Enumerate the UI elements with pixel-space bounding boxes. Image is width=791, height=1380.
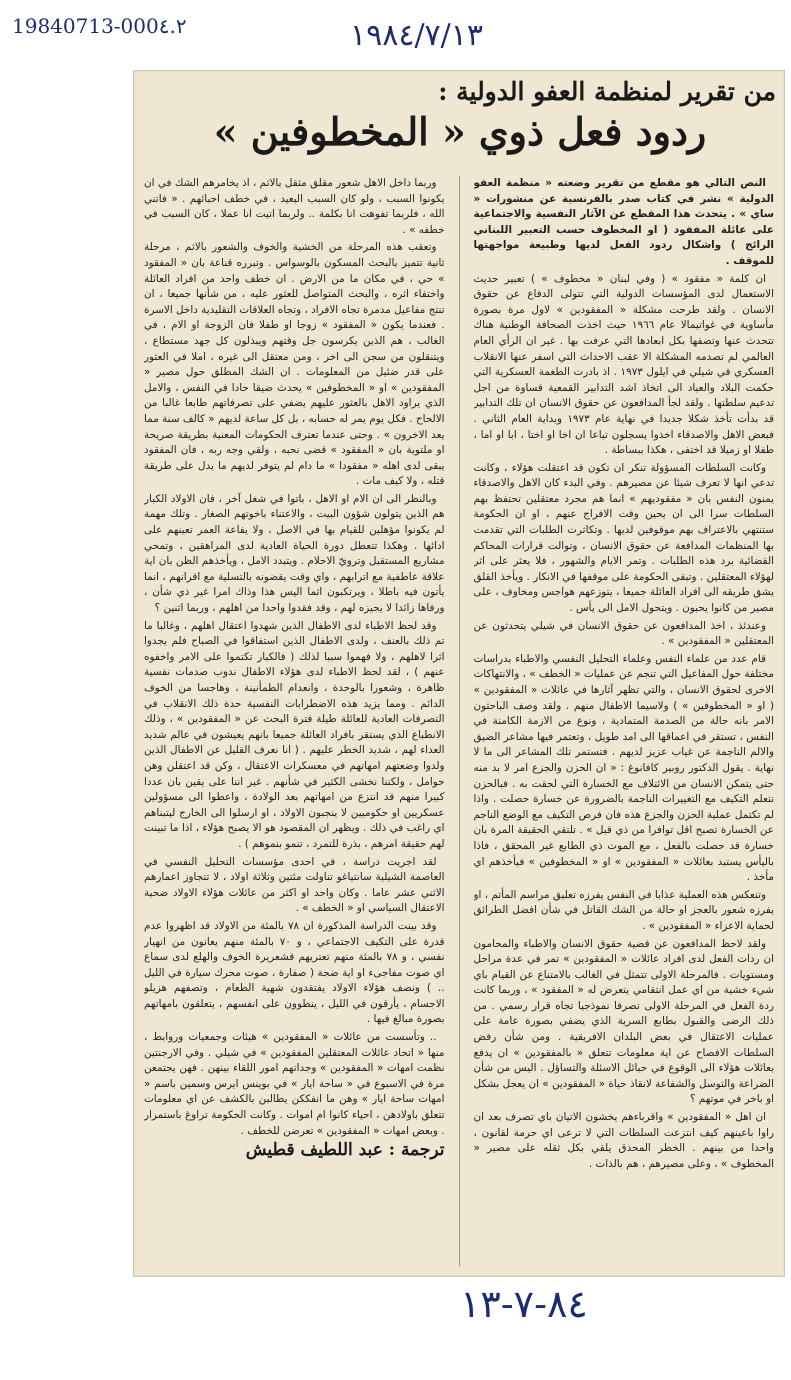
- paragraph: لقد اجريت دراسة ، في احدى مؤسسات التحليل النفسي في العاصمة الشيلية سانتياغو تناولت مئتين وثلاثة اولاد ، لا تتجاوز اعمارهم الاثني عشر عاما . وكان واحد او اكثر من عائلات هؤلاء الاولاد ضحية الاعتقال السياسي او « الخطف » .: [144, 855, 445, 915]
- paragraph: ولقد لاحظ المدافعون عن قضية حقوق الانسان والاطباء والمحامون ان ردات الفعل لدى افراد عائلات « المفقودين » تمر في عدة مراحل ومستويات . فالمرحلة الاولى تتمثل في الغالب بالامتناع عن القيام باي شيء خشية من اي عمل انتقامي يتعرض له « المفقود » ، وربما كانت ردة الفعل في المرحلة الاولى تصرفا نموذجيا تجاه قرار رسمي . من ذلك الرضى والقبول بطابع السرية الذي يضفي بصورة عامة على عمليات الاعتقال في بعض البلدان الافريقية . ومن شأن رفض السلطات الافصاح عن اية معلومات تتعلق « بالمفقودين » ان يدفع بعائلات هؤلاء الى الوقوع في حبائل الاسئلة والتساؤل . اليس من شأن الضراعة والتوسل والشفاعة لانقاذ حياة « المفقودين » ان يعجل بشكل او باخر في موتهم ؟: [473, 937, 774, 1106]
- byline: ترجمة : عبد اللطيف قطيش: [245, 1140, 445, 1161]
- paragraph: وعندئذ ، اخذ المدافعون عن حقوق الانسان في شيلي يتحدثون عن المعتقلين « المفقودين » .: [473, 619, 774, 648]
- paragraph: وتنعكس هذه العملية عذابا في النفس يفرزه تعليق مراسم المأتم ، او يفرزه شعور بالعجز او حالة من الشك القاتل في شأن افضل الطرائق لحماية الاعزاء « المفقودين » .: [473, 888, 774, 932]
- paragraph: وبالنظر الى ان الام او الاهل ، باتوا في شغل آخر ، فان الاولاد الكبار هم الذين يتولون شؤون البيت ، والاعتناء باخوتهم الصغار . وتلك مهمة لم يكونوا مؤهلين للقيام بها في الاصل ، ولا يفاعة العمر تعينهم على ادائها . وهكذا تتعطل دورة الحياة العادية لدى المراهقين ، وتمحي مشاريع المستقبل وترويّ الاحلام . ويتبدد الامل ، ويأخذهم الظن بان اية علاقة عاطفية مع اترابهم ، واي وقت يقضونه بالتسلية مع اقرانهم ، انما يأتون فيه باطلا ، ويرتكبون اثما اليس هذا وذاك امرا غير ذي شأن ، ورفاها زائدا لا يجيزه لهم ، وقد فقدوا واحدا من اهلهم ، وربما اثنين ؟: [144, 492, 445, 615]
- date-annotation-bottom: ٨٤-٧-١٣: [460, 1282, 588, 1326]
- paragraph: ان اهل « المفقودين » واقرباءهم يخشون الاتيان باي تصرف بعد ان راوا باعينهم كيف انتزعت السلطات التي لا ترعى اي حرمة لقانون ، واحدا من بينهم . الخطر المحدق يلقي بكل ثقله على مصير « المخطوف » ، وعلى مصيرهم ، هم بالذات .: [473, 1111, 774, 1170]
- paragraph: وتعقب هذه المرحلة من الخشية والخوف والشعور بالاثم ، مرحلة ثانية تتميز بالبحث المسكون بالوسواس . وتبرره قناعة بان « المفقود » حي ، في مكان ما من الارض . ان خطف واحد من افراد العائلة واختفاء اثره ، والبحث المتواصل للعثور عليه ، من شأنها جميعا ، ان تنتج مفاعيل مدمرة تجاه الافراد ، وتجاه العلاقات التقليدية داخل الاسرة . فعندما يكون « المفقود » زوجا او طفلا فان الزوجة او الام ، في الغالب ، هم الذين يكرسون جل وقتهم ويبذلون كل جهد مستطاع ، ويتنقلون من سجن الى اخر ، ومن معتقل الى غيره ، املا في العثور على قدر ضئيل من المعلومات . ان الشك المطلق حول مصير « المفقودين » او « المخطوفين » يحدث ضيقا حادا في النفس ، والامل الذي يراود الاهل بالعثور عليهم يضفي على تصرفاتهم طابعا غالبا من الالحاح . فكل يوم يمر له حسابه ، بل كل ساعة لديهم « كالف سنة مما يعد الاخرون » . وحتى عندما تعترف الحكومات المعنية بطريقة صريحة او ملتوية بان « المفقود » قضى نحبه ، ولقي وجه ربه ، فان المفقود يبقى لدى اهله « مفقودا » ما دام لم يتوفر لديهم ما يدل على طريقة قتله ، ولا كيف مات .: [144, 241, 445, 488]
- paragraph: وكانت السلطات المسؤولة تنكر ان تكون قد اعتقلت هؤلاء ، وكانت تدعي انها لا تعرف شيئا عن مصيرهم . وفي البدء كان الاهل والاصدقاء يمنون النفس بان « مفقوديهم » انما هم مجرد معتقلين تحتفظ بهم السلطات سرا الى ان يحين وقت الافراج عنهم ، او ان الحكومة ستنتهي بالاعتراف بهم موقوفين لديها . وتكاثرت الطلبات التي تقدمت بها المنظمات المدافعة عن حقوق الانسان ، وتوالت قرارات المحاكم القضائية برد هذه الطلبات . وتمر الايام والشهور ، فلا يعثر على اثر لهؤلاء المعتقلين . وتبقى الحكومة على موقفها في الانكار . ويأخذ القلق يشق طريقه الى افراد العائلة جميعا ، يتوزعهم هواجس ومخاوف ، على مصير من كانوا يحبون . ويتحول الامل الى يأس .: [473, 461, 774, 615]
- headline: [144, 77, 776, 155]
- paragraph: ان كلمة « مفقود » ( وفي لبنان « مخطوف » ) تعبير حديث الاستعمال لدى المؤسسات الدولية التي تتولى الدفاع عن حقوق الانسان . ولقد طرحت مشكلة « المفقودين » لاول مرة بصورة مأساوية في غواتيمالا عام ١٩٦٦ حيث اخذت الصحافة الوطنية هناك تتحدث عنها وتصفها بكل ابعادها التي عرفت بها . غير ان الرأي العام العالمي لم تصدمه المشكلة الا عقب الاحداث التي اسفر عنها الانقلاب العسكري في شيلي في ايلول ١٩٧٣ . اذ بادرت الطغمة العسكرية التي حكمت البلاد والعباد الى اتخاذ اشد التدابير القمعية قساوة من اجل تدعيم سلطتها . ولقد لجأ المدافعون عن حقوق الانسان ان تلك التدابير قد بدأت تأخذ شكلا جديدا في نهاية عام ١٩٧٣ وبداية العام الثاني . فبعض الاهل والاصدقاء اخذوا يسجلون تباعا ان اخا او اختا ، ابا او اما ، طفلا او زميلا قد اختفى ، هكذا ببساطة .: [473, 272, 774, 457]
- archive-code-annotation: 19840713-000٤.٢: [12, 14, 187, 38]
- paragraph: .. وتأسست من عائلات « المفقودين » هيئات وجمعيات وروابط ، منها « اتحاد عائلات المعتقلين المفقودين » في شيلي . وفي الارجنتين نظمت امهات « المفقودين » وجداتهم امور اللقاء بينهن . فهن يجتمعن مرة في الاسبوع في « ساحة ايار » في بوينس ايرس وسمين باسم « امهات ساحة ايار » وهن ما انفككن يطالبن بالكشف عن اي معلومات تتعلق باولادهن ، احياء كانوا ام اموات . وكانت الحكومة تراوغ باستمرار . وبعض امهات « المفقودين » تعرضن للخطف .: [144, 1031, 445, 1137]
- date-annotation-top: ١٩٨٤/٧/١٣: [350, 18, 484, 53]
- paragraph: وقد لحظ الاطباء لدى الاطفال الذين شهدوا اعتقال اهلهم ، وغالبا ما تم ذلك بالعنف ، ولدى الاطفال الذين استفاقوا في الصباح فلم يجدوا اثرا لاهلهم ، ولا فهموا سببا لذلك ( فالكبار تكتموا على الامر واخفوه عنهم ) ، لقد لحظ الاطباء لدى هؤلاء الاطفال ندوب صدمات نفسية ظاهرة ، وشعورا بالوحدة ، وانعدام الطمأنينة ، وهاجسا من الخوف الدائم . ومما يزيد هذه الاضطرابات النفسية حدة ذلك الانقلاب في التصرفات العادية للعائلة طيلة فترة البحث عن « المفقودين » ، وذلك الانطباع الذي يستقر بافراد العائلة جميعا بانهم يعيشون في عالم شديد العداء لهم ، شديد الخطر عليهم . ( انا نعرف القليل عن الاطفال الذين ولدوا وضعتهم امهاتهم في معسكرات الاعتقال ، وكن قد اعتقلن وهن حوامل ، ولكننا نخشى الكثير في شأنهم . غير اننا على يقين بان عددا كبيرا منهم قد انتزع من امهاتهم بعد الولادة ، واعطوا الى مسؤولين عسكريين او حكوميين لا ينجبون الاولاد ، او ارسلوا الى الخارج ليتبناهم اي راغب في ذلك . ويظهر ان المقصود هو الا يصبح هؤلاء ، اذا ما تبينت لهم حقيقة امرهم ، بذرة للتمرد ، تنمو بنموهم ) .: [144, 619, 445, 850]
- paragraph: النص التالي هو مقطع من تقرير وضعته « منظمة العفو الدولية » نشر في كتاب صدر بالفرنسية عن منشورات « ساي » . يتحدث هذا المقطع عن الآثار النفسية والاجتماعية على عائلة المفقود ( او المخطوف حسب التعبير اللبناني الرائج ) واشكال ردود الفعل لديها وطبيعة مواجهتها للموقف .: [473, 177, 774, 267]
- article-kicker: من تقرير لمنظمة العفو الدولية :: [438, 77, 776, 106]
- article-title: ردود فعل ذوي « المخطوفين »: [213, 109, 707, 154]
- article-body: [144, 176, 774, 1266]
- paragraph: وربما داخل الاهل شعور مقلق مثقل بالاثم ، اذ يخامرهم الشك في ان يكونوا السبب ، ولو كان السبب البعيد ، في خطف احبائهم . « فاتني الله ، فلربما تفوهت انا بكلمة .. ولربما اتيت انا عملا ، كان السبب في خطفه » .: [144, 177, 445, 236]
- paragraph: وقد بينت الدراسة المذكورة ان ٧٨ بالمئة من الاولاد قد اظهروا عدم قدرة على التكيف الاجتماعي ، و ٧٠ بالمئة منهم يعانون من انهيار نفسي ، و ٧٨ بالمئة منهم تعتريهم قشعريرة الخوف والهلع لدى سماع اي صوت مفاجىء او اية ضجة ( صفارة ، صوت محرك سيارة في الليل .. ) ونصف هؤلاء الاولاد يفتقدون شهية الطعام ، وتصفهم هزيلو الاجسام ، يأرقون في الليل ، ينطوون على انفسهم ، يتعلقون بامهاتهم بصورة مبالغ فيها .: [144, 919, 445, 1026]
- article-column-left: [144, 176, 445, 1266]
- paragraph: قام عدد من علماء النفس وعلماء التحليل النفسي والاطباء بدراسات مختلفة حول المفاعيل التي تنجم عن عمليات « الخطف » ، والانتهاكات الاخرى لحقوق الانسان ، والتي تظهر آثارها في عائلات « المفقودين » ( او « المخطوفين » ) ولاسيما الاطفال منهم . ولقد وصف الباحثون الامر بانه حالة من الصدمة المتمادية ، ونوع من الازمة الكامنة في النفس ، تستقر في اعماقها الى امد طويل ، وتعتمر فيها مشاعر الضيق والالم الناجمة عن غياب عزيز لديهم . فتستمر تلك المشاعر الى ما لا نهاية . يقول الدكتور روبير كافانوغ : « ان الحزن والجزع امر لا بد منه حتى يتمكن الانسان من الائتلاف مع الخسارة التي لحقت به . فبالحزن نتعلم التكيف مع التغييرات الناجمة بالضرورة عن خسارة حصلت . واذا لم تكتمل عملية الحزن والجزع هذه فان فرص التكيف مع الوضع الناجم عن الخسارة تصبح اقل توافرا من ذي قبل » . تلتقي الحقيقة المرة بان خسارة قد حصلت بالفعل ، مع الموت ذي الطابع غير المحقق ، فاذا باليأس يستبد بعائلات « المفقودين » او « المخطوفين » فيأخذهم اي مأخذ .: [473, 652, 774, 884]
- newspaper-clipping: [133, 70, 785, 1277]
- article-column-right: [474, 176, 775, 1266]
- column-divider: [459, 176, 460, 1266]
